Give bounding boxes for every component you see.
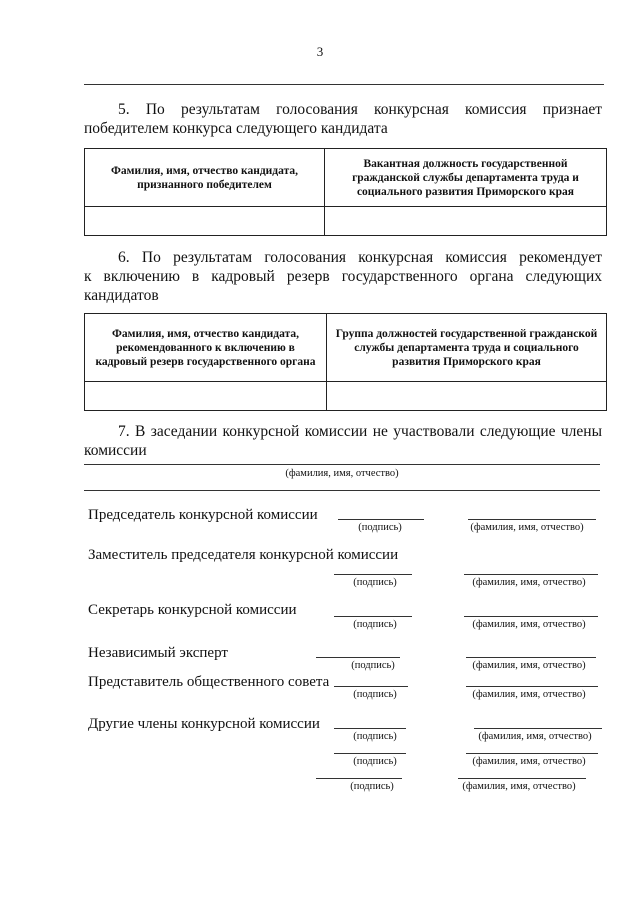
expert-signature-line[interactable]: [316, 657, 400, 658]
chairman-signature-line[interactable]: [338, 519, 424, 520]
role-deputy-chairman: Заместитель председателя конкурсной комиссии: [88, 547, 399, 563]
chairman-name-caption: (фамилия, имя, отчество): [470, 522, 584, 533]
other-1-signature-caption: (подпись): [353, 731, 397, 742]
section-5-line-1: 5. По результатам голосования конкурсная комиссия признает: [118, 101, 602, 118]
other-3-name-caption: (фамилия, имя, отчество): [462, 781, 576, 792]
secretary-signature-caption: (подпись): [353, 619, 397, 630]
winner-table: [84, 148, 607, 236]
other-1-signature-line[interactable]: [334, 728, 406, 729]
reserve-table-cell-name[interactable]: [85, 382, 327, 411]
winner-table-header-name: Фамилия, имя, отчество кандидата, признанного победителем: [85, 149, 325, 207]
role-other-members: Другие члены конкурсной комиссии: [88, 716, 320, 732]
top-rule: [84, 84, 604, 85]
absent-members-line[interactable]: [84, 464, 600, 465]
deputy-signature-caption: (подпись): [353, 577, 397, 588]
deputy-name-line[interactable]: [464, 574, 598, 575]
expert-signature-caption: (подпись): [351, 660, 395, 671]
expert-name-caption: (фамилия, имя, отчество): [472, 660, 586, 671]
other-3-signature-line[interactable]: [316, 778, 402, 779]
reserve-table-header-name: Фамилия, имя, отчество кандидата, рекомендованного к включению в кадровый резерв государственного органа: [85, 314, 327, 382]
reserve-table: [84, 313, 607, 411]
section-7-line-2: комиссии: [84, 442, 147, 459]
chairman-name-line[interactable]: [468, 519, 596, 520]
deputy-signature-line[interactable]: [334, 574, 412, 575]
section-6-text: [84, 248, 602, 305]
section-7-text: [84, 422, 602, 460]
other-1-name-caption: (фамилия, имя, отчество): [478, 731, 592, 742]
section-7-line-1: 7. В заседании конкурсной комиссии не участвовали следующие члены: [118, 423, 602, 440]
page-number: 3: [316, 44, 324, 59]
role-public-council-representative: Представитель общественного совета: [88, 674, 330, 690]
chairman-signature-caption: (подпись): [358, 522, 402, 533]
absent-members-caption: (фамилия, имя, отчество): [285, 468, 399, 479]
winner-table-header-position: Вакантная должность государственной гражданской службы департамента труда и социального развития Приморского края: [325, 149, 607, 207]
winner-table-cell-position[interactable]: [325, 207, 607, 236]
section-6-line-1: 6. По результатам голосования конкурсная комиссия рекомендует: [118, 249, 602, 266]
other-2-name-line[interactable]: [466, 753, 598, 754]
absent-members-line-2[interactable]: [84, 490, 600, 491]
other-2-signature-caption: (подпись): [353, 756, 397, 767]
other-3-name-line[interactable]: [458, 778, 586, 779]
other-2-signature-line[interactable]: [334, 753, 406, 754]
section-5-text: [84, 100, 602, 138]
section-6-line-2: к включению в кадровый резерв государственного органа следующих: [84, 268, 602, 285]
secretary-name-caption: (фамилия, имя, отчество): [472, 619, 586, 630]
other-1-name-line[interactable]: [474, 728, 602, 729]
reserve-table-cell-group[interactable]: [327, 382, 607, 411]
winner-table-cell-name[interactable]: [85, 207, 325, 236]
council-name-line[interactable]: [466, 686, 598, 687]
expert-name-line[interactable]: [466, 657, 596, 658]
council-signature-line[interactable]: [334, 686, 408, 687]
role-secretary: Секретарь конкурсной комиссии: [88, 602, 297, 618]
deputy-name-caption: (фамилия, имя, отчество): [472, 577, 586, 588]
section-5-line-2: победителем конкурса следующего кандидата: [84, 120, 388, 137]
council-signature-caption: (подпись): [353, 689, 397, 700]
role-independent-expert: Независимый эксперт: [88, 645, 228, 661]
reserve-table-header-group: Группа должностей государственной гражданской службы департамента труда и социального развития Приморского края: [327, 314, 607, 382]
council-name-caption: (фамилия, имя, отчество): [472, 689, 586, 700]
other-3-signature-caption: (подпись): [350, 781, 394, 792]
other-2-name-caption: (фамилия, имя, отчество): [472, 756, 586, 767]
role-chairman: Председатель конкурсной комиссии: [88, 507, 318, 523]
secretary-signature-line[interactable]: [334, 616, 412, 617]
secretary-name-line[interactable]: [464, 616, 598, 617]
section-6-line-3: кандидатов: [84, 287, 159, 304]
